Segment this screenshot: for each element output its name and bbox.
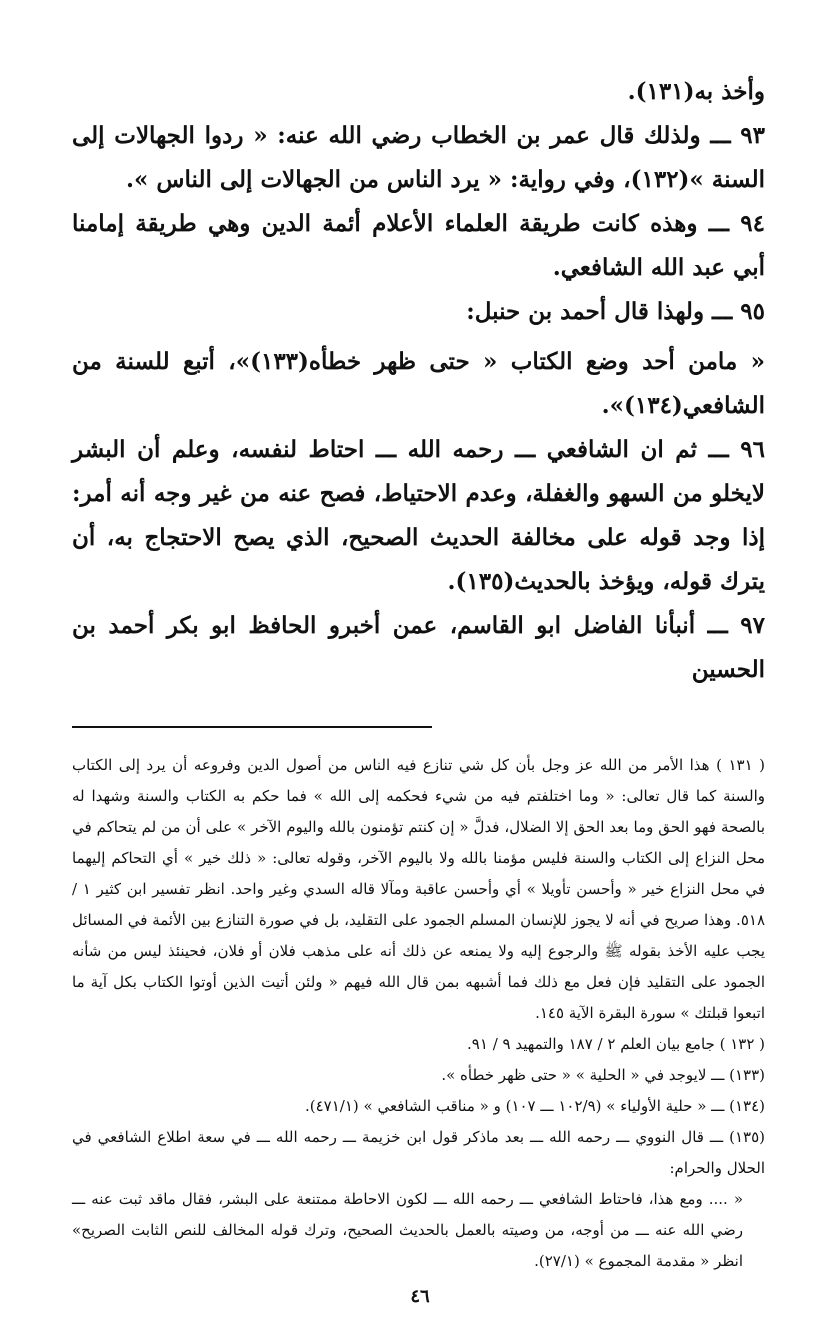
paragraph-96: ٩٦ ـــ ثم ان الشافعي ـــ رحمه الله ـــ احتاط لنفسه، وعلم أن البشر لايخلو من السهو والغفلة، وعدم الاحتياط، فصح عنه من غير وجه أنه أمر: إذا وجد قوله على مخالفة الحديث الصحيح، الذي يصح الاحتجاج به، أن يترك قوله، ويؤخذ بالحديث(١٣٥). <box>72 436 765 595</box>
footnotes <box>72 750 765 1277</box>
footnote-132: ( ١٣٢ ) جامع بيان العلم ٢ / ١٨٧ والتمهيد ٩ / ٩١. <box>467 1035 765 1053</box>
footnote-131: ( ١٣١ ) هذا الأمر من الله عز وجل بأن كل شي تنازع فيه الناس من أصول الدين وفروعه أن يرد إلى الكتاب والسنة كما قال تعالى: « وما اختلفتم فيه من شيء فحكمه إلى الله » فما حكم به الكتاب والسنة وشهدا له بالصحة فهو الحق وما بعد الحق إلا الضلال، فدلَّ « إن كنتم تؤمنون بالله واليوم الآخر » على أن من لم يتحاكم في محل النزاع إلى الكتاب والسنة فليس مؤمنا بالله ولا باليوم الآخر، وقوله تعالى: « ذلك خير » أي التحاكم إليهما في محل النزاع خير « وأحسن تأويلا » أي وأحسن عاقبة ومآلا قاله السدي وغير واحد. انظر تفسير ابن كثير ١ / ٥١٨. وهذا صريح في أنه لا يجوز للإنسان المسلم الجمود على التقليد، بل في صورة التنازع بين الأئمة في المسائل يجب عليه الأخذ بقوله ﷺ والرجوع إليه ولا يمنعه عن ذلك أنه على مذهب فلان أو فلان، فحينئذ ليس من شأنه الجمود على التقليد فإن فعل مع ذلك فما أشبهه بمن قال الله فيهم « ولئن أتيت الذين أوتوا الكتاب بكل آية ما اتبعوا قبلتك » سورة البقرة الآية ١٤٥. <box>72 756 765 1022</box>
footnote-133: (١٣٣) ـــ لايوجد في « الحلية » « حتى ظهر خطأه ». <box>441 1066 765 1084</box>
page-number: ٤٦ <box>410 1286 430 1307</box>
main-text <box>72 70 765 692</box>
paragraph-continuation: وأخذ به(١٣١). <box>627 78 765 105</box>
paragraph-94: ٩٤ ـــ وهذه كانت طريقة العلماء الأعلام أئمة الدين وهي طريقة إمامنا أبي عبد الله الشافعي. <box>72 210 765 281</box>
footnote-135-quote: « .... ومع هذا، فاحتاط الشافعي ـــ رحمه الله ـــ لكون الاحاطة ممتنعة على البشر، فقال ماقد ثبت عنه ـــ رضي الله عنه ـــ من أوجه، من وصيته بالعمل بالحديث الصحيح، وترك قوله المخالف للنص الثابت الصريح» انظر « مقدمة المجموع » (٢٧/١). <box>72 1190 743 1270</box>
quote-ahmad: « مامن أحد وضع الكتاب « حتى ظهر خطأه(١٣٣)»، أتبع للسنة من الشافعي(١٣٤)». <box>72 348 765 419</box>
footnote-135: (١٣٥) ـــ قال النووي ـــ رحمه الله ـــ بعد ماذكر قول ابن خزيمة ـــ رحمه الله ـــ في سعة اطلاع الشافعي في الحلال والحرام: <box>72 1128 765 1177</box>
footnote-divider <box>72 726 432 728</box>
paragraph-93: ٩٣ ـــ ولذلك قال عمر بن الخطاب رضي الله عنه: « ردوا الجهالات إلى السنة »(١٣٢)، وفي رواية: « يرد الناس من الجهالات إلى الناس ». <box>72 122 765 193</box>
footnote-134: (١٣٤) ـــ « حلية الأولياء » (١٠٢/٩ ـــ ١٠٧) و « مناقب الشافعي » (٤٧١/١). <box>304 1097 765 1115</box>
paragraph-97: ٩٧ ـــ أنبأنا الفاضل ابو القاسم، عمن أخبرو الحافظ ابو بكر أحمد بن الحسين <box>72 612 765 683</box>
paragraph-95: ٩٥ ـــ ولهذا قال أحمد بن حنبل: <box>466 298 765 325</box>
